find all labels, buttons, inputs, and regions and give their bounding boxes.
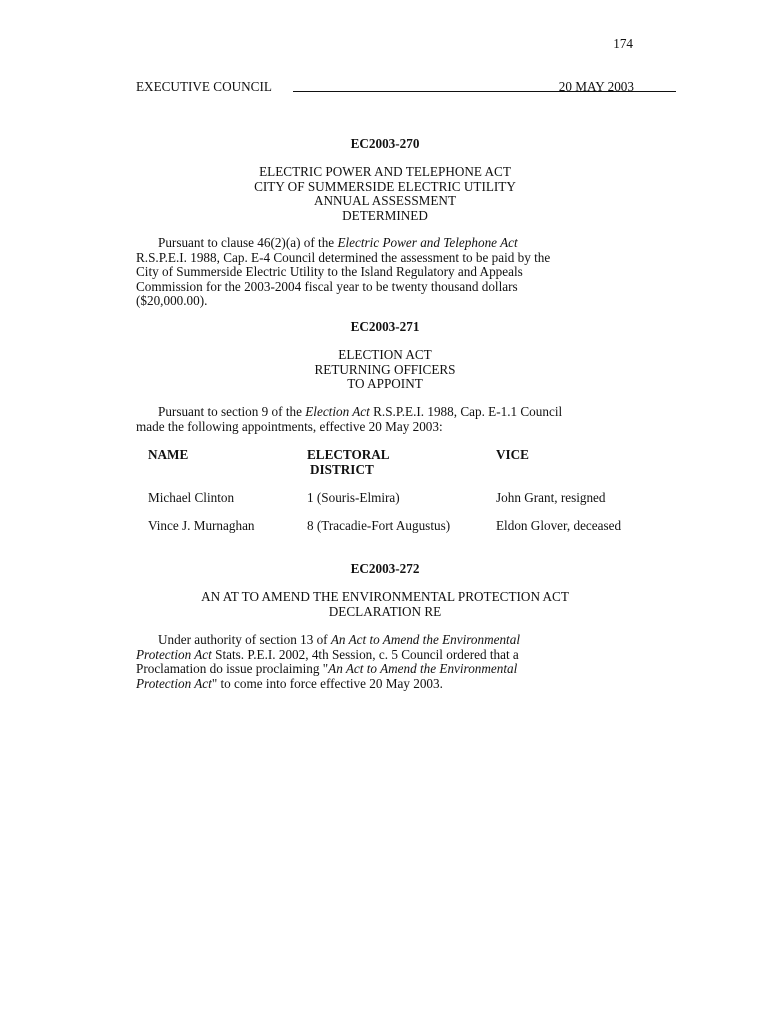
body-line: made the following appointments, effective 20 May 2003: [136,418,443,434]
body-line: R.S.P.E.I. 1988, Cap. E-4 Council determined the assessment to be paid by the [136,249,551,265]
table-header-vice: VICE [496,447,529,462]
order-title-line: ELECTRIC POWER AND TELEPHONE ACT [259,164,511,179]
table-header-name: NAME [148,447,189,462]
order-body-2 [136,405,634,434]
page-header [136,80,634,96]
body-line: Commission for the 2003-2004 fiscal year to be twenty thousand dollars [136,278,518,294]
table-cell-name: Vince J. Murnaghan [148,518,255,533]
order-title-3 [136,590,634,619]
body-line: Proclamation do issue proclaiming "An Act to Amend the Environmental [136,661,518,677]
body-line: City of Summerside Electric Utility to the Island Regulatory and Appeals [136,264,523,280]
table-cell-vice: Eldon Glover, deceased [496,518,622,533]
table-header-district-line2: DISTRICT [310,462,374,477]
body-line: Protection Act" to come into force effective 20 May 2003. [136,675,443,691]
order-body-3 [136,633,634,691]
table-cell-name: Michael Clinton [148,490,235,505]
body-line: ($20,000.00). [136,293,208,309]
order-number-1: EC2003-270 [350,136,420,151]
body-line: Under authority of section 13 of An Act to Amend the Environmental [158,632,520,647]
order-title-line: ELECTION ACT [338,347,432,362]
order-number-2: EC2003-271 [350,319,420,334]
order-title-line: AN AT TO AMEND THE ENVIRONMENTAL PROTECTION ACT [201,589,569,604]
order-title-line: DETERMINED [342,207,428,223]
body-line: Protection Act Stats. P.E.I. 2002, 4th Session, c. 5 Council ordered that a [136,646,519,662]
order-number-3: EC2003-272 [350,561,420,576]
order-body-1 [136,236,634,309]
table-cell-vice: John Grant, resigned [496,490,606,505]
page-number: 174 [613,36,633,51]
order-title-line: CITY OF SUMMERSIDE ELECTRIC UTILITY [254,178,516,194]
body-line: Pursuant to section 9 of the Election Act R.S.P.E.I. 1988, Cap. E-1.1 Council [158,404,563,419]
body-line: Pursuant to clause 46(2)(a) of the Electric Power and Telephone Act [158,235,518,250]
order-title-line: DECLARATION RE [328,603,442,619]
table-cell-district: 8 (Tracadie-Fort Augustus) [307,518,451,533]
order-title-line: TO APPOINT [347,376,423,392]
order-title-line: ANNUAL ASSESSMENT [313,193,457,209]
header-left: EXECUTIVE COUNCIL [136,79,272,94]
order-title-line: RETURNING OFFICERS [314,361,456,377]
header-right: 20 MAY 2003 [558,79,634,94]
order-title-2 [136,348,634,392]
table-cell-district: 1 (Souris-Elmira) [307,490,400,505]
table-header-district: ELECTORAL [307,447,390,462]
order-title-1 [136,165,634,223]
